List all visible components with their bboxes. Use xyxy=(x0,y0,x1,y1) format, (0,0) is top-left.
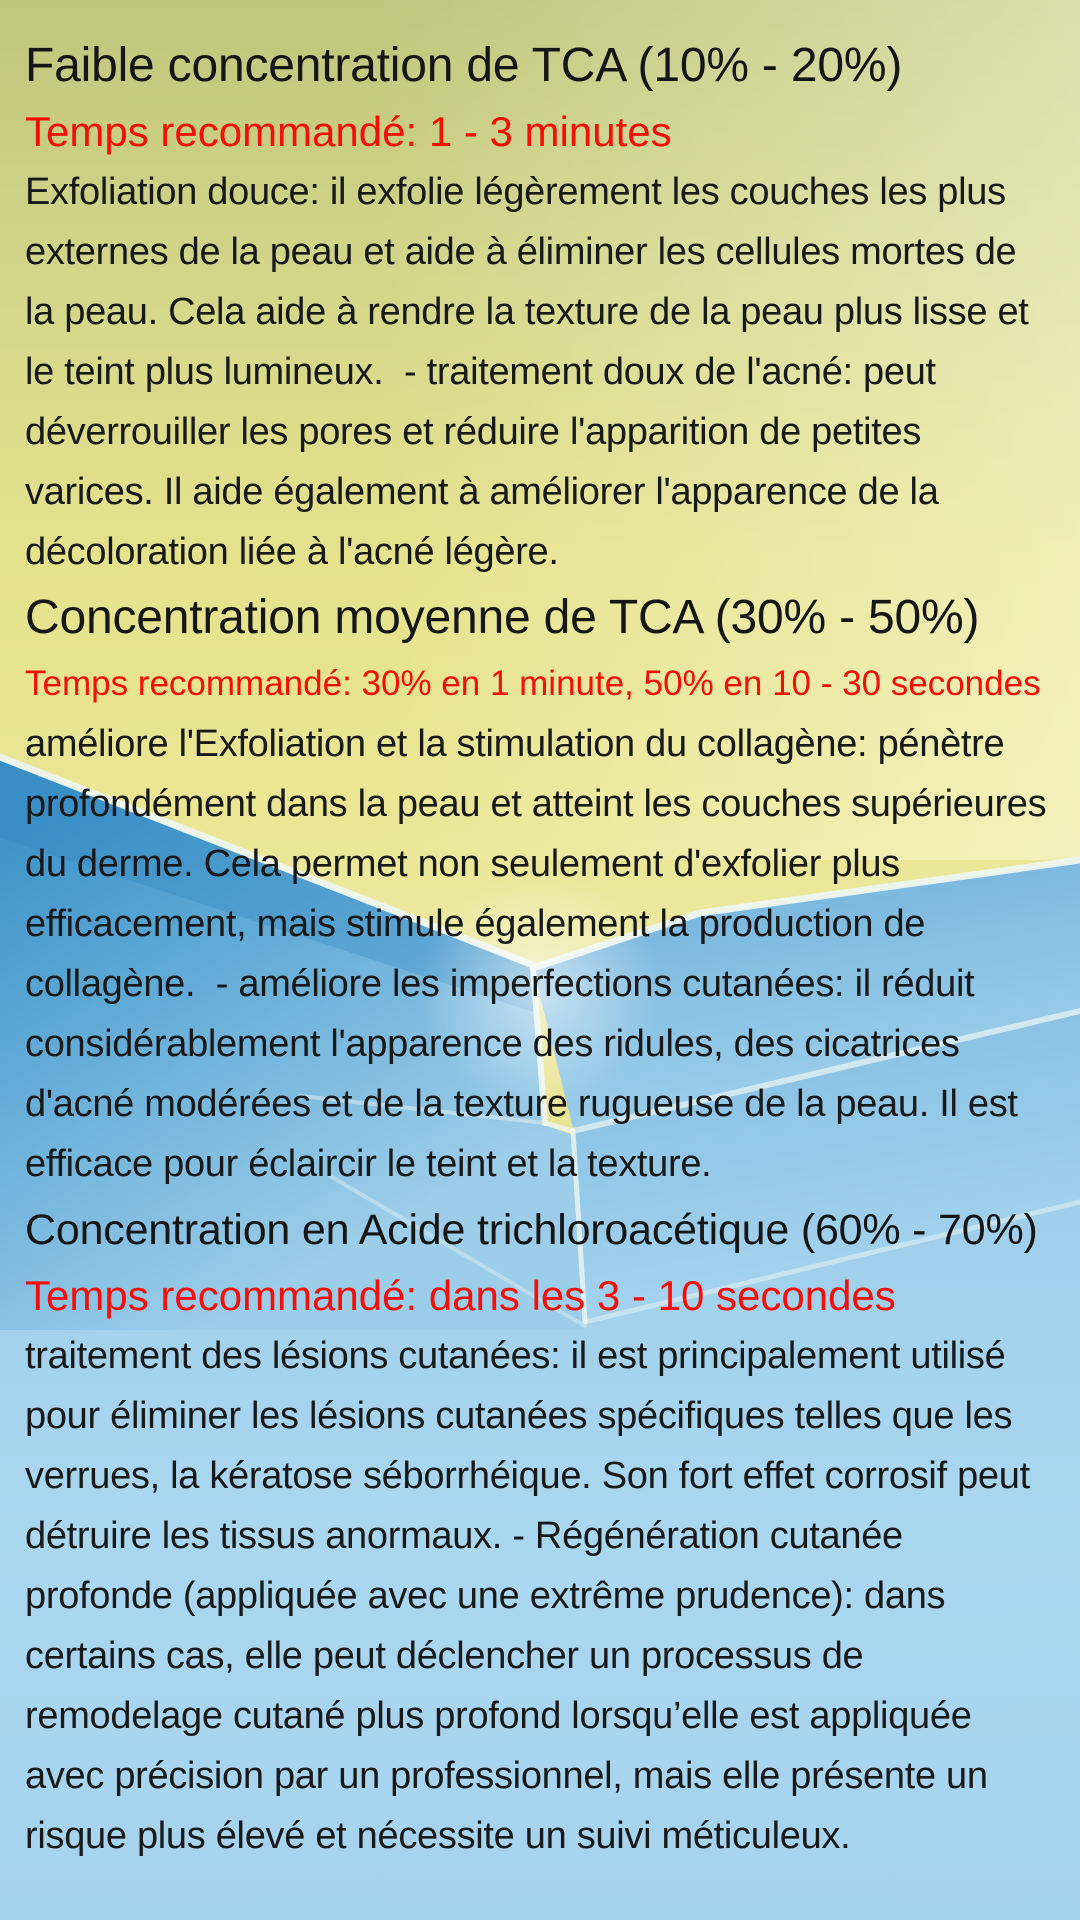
body-line: avec précision par un professionnel, mais elle présente un xyxy=(25,1755,988,1797)
body-line: détruire les tissus anormaux. - Régénération cutanée xyxy=(25,1515,903,1557)
section xyxy=(25,582,1080,1194)
body-line: efficacement, mais stimule également la production de xyxy=(25,903,926,945)
body-line: le teint plus lumineux. - traitement doux de l'acné: peut xyxy=(25,351,936,393)
recommended-time-label: Temps recommandé: dans les 3 - 10 secondes xyxy=(25,1272,896,1319)
section-title: Concentration moyenne de TCA (30% - 50%) xyxy=(25,591,980,644)
body-line: certains cas, elle peut déclencher un processus de xyxy=(25,1635,864,1677)
section-body xyxy=(25,714,1080,1194)
recommended-time-label: Temps recommandé: 30% en 1 minute, 50% en 10 - 30 secondes xyxy=(25,664,1041,703)
body-line: externes de la peau et aide à éliminer les cellules mortes de xyxy=(25,231,1017,273)
section-title: Concentration en Acide trichloroacétique (60% - 70%) xyxy=(25,1206,1038,1254)
section-body xyxy=(25,162,1080,582)
body-line: remodelage cutané plus profond lorsqu’elle est appliquée xyxy=(25,1695,972,1737)
body-line: varices. Il aide également à améliorer l'apparence de la xyxy=(25,471,939,513)
body-line: verrues, la kératose séborrhéique. Son fort effet corrosif peut xyxy=(25,1455,1030,1497)
body-line: du derme. Cela permet non seulement d'exfolier plus xyxy=(25,843,900,885)
text-content xyxy=(25,30,1080,1866)
body-line: pour éliminer les lésions cutanées spécifiques telles que les xyxy=(25,1395,1013,1437)
body-line: profonde (appliquée avec une extrême prudence): dans xyxy=(25,1575,946,1617)
body-line: collagène. - améliore les imperfections cutanées: il réduit xyxy=(25,963,975,1005)
body-line: améliore l'Exfoliation et la stimulation du collagène: pénètre xyxy=(25,723,1005,765)
section-title: Faible concentration de TCA (10% - 20%) xyxy=(25,39,903,92)
body-line: risque plus élevé et nécessite un suivi méticuleux. xyxy=(25,1815,851,1857)
recommended-time-label: Temps recommandé: 1 - 3 minutes xyxy=(25,108,672,155)
body-line: profondément dans la peau et atteint les couches supérieures xyxy=(25,783,1047,825)
body-line: la peau. Cela aide à rendre la texture de la peau plus lisse et xyxy=(25,291,1029,333)
section-body xyxy=(25,1326,1080,1866)
section xyxy=(25,30,1080,582)
body-line: d'acné modérées et de la texture rugueuse de la peau. Il est xyxy=(25,1083,1018,1125)
body-line: efficace pour éclaircir le teint et la texture. xyxy=(25,1143,712,1185)
body-line: considérablement l'apparence des ridules, des cicatrices xyxy=(25,1023,960,1065)
body-line: décoloration liée à l'acné légère. xyxy=(25,531,559,573)
body-line: Exfoliation douce: il exfolie légèrement les couches les plus xyxy=(25,171,1006,213)
body-line: déverrouiller les pores et réduire l'apparition de petites xyxy=(25,411,922,453)
body-line: traitement des lésions cutanées: il est principalement utilisé xyxy=(25,1335,1006,1377)
section xyxy=(25,1194,1080,1866)
